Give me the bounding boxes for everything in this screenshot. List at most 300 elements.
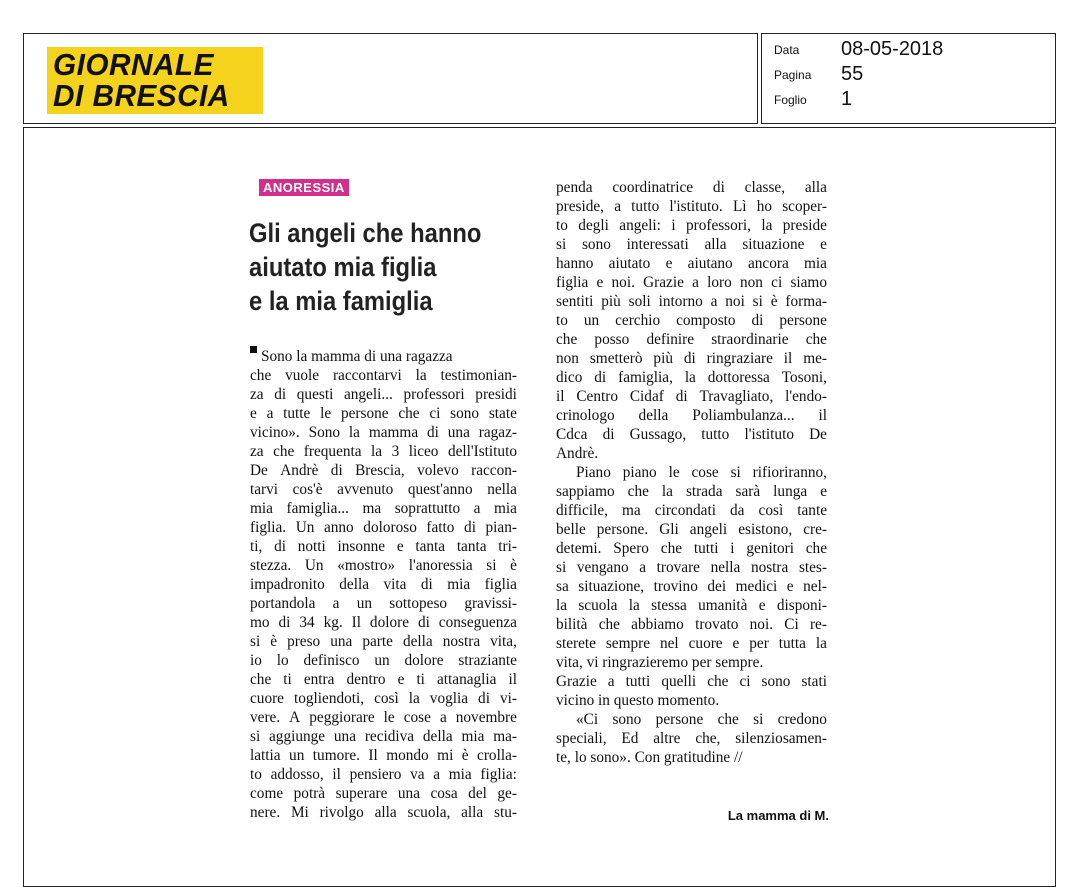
word: di — [330, 462, 343, 479]
word: della — [422, 728, 453, 745]
word: mia — [804, 255, 827, 272]
word: professori, — [685, 217, 751, 234]
word: e — [758, 597, 766, 614]
word: a — [266, 405, 274, 422]
word: a — [692, 274, 699, 291]
word: il — [783, 350, 793, 367]
word: è — [461, 747, 469, 764]
word: ragaz- — [478, 424, 517, 441]
word: sono — [761, 673, 791, 690]
text-line — [556, 615, 827, 634]
word: che — [805, 540, 827, 557]
text-line — [556, 235, 827, 254]
word: Spero — [613, 540, 649, 557]
word: e — [396, 538, 404, 555]
word: ti — [416, 671, 425, 688]
word: di — [478, 690, 490, 707]
word: lunga — [773, 483, 808, 500]
text-line — [250, 670, 517, 689]
word: Gussago, — [629, 426, 687, 443]
word: mia — [448, 766, 472, 783]
word: situazione, — [578, 578, 645, 595]
word: a — [433, 766, 441, 783]
word: pian- — [485, 519, 517, 536]
meta-value-sheet: 1 — [841, 88, 853, 110]
word: la — [815, 635, 827, 652]
text-line — [556, 501, 827, 520]
word: e — [596, 274, 604, 291]
word: un — [289, 747, 305, 764]
word: conseguenza — [438, 614, 517, 631]
word: straziante — [458, 652, 517, 669]
word: vengano — [576, 559, 629, 576]
text-line — [250, 575, 517, 594]
meta-value-page: 55 — [841, 63, 864, 85]
word: cosa — [430, 785, 458, 802]
word: sentiti — [556, 293, 594, 310]
word: più — [601, 293, 621, 310]
word: tutte — [283, 405, 311, 422]
text-line — [556, 330, 827, 349]
word: za — [250, 386, 264, 403]
word: raccontarvi — [332, 367, 402, 384]
word: Tosoni, — [781, 369, 827, 386]
word: nel — [659, 635, 679, 652]
text-line-content: vita, vi ringrazieremo per sempre. — [556, 654, 764, 671]
word: ci — [739, 673, 751, 690]
word: Cidaf — [629, 388, 664, 405]
word: quest'anno — [407, 481, 473, 498]
word: intorno — [658, 293, 703, 310]
text-line — [250, 727, 517, 746]
text-line — [250, 803, 517, 822]
word: Grazie — [556, 673, 597, 690]
word: che — [660, 540, 683, 557]
text-line — [250, 537, 517, 556]
text-line — [250, 651, 517, 670]
word: la — [628, 597, 640, 614]
word: nella — [487, 481, 517, 498]
word: trovino — [653, 578, 698, 595]
word: Il — [368, 747, 378, 764]
word: definire — [646, 331, 695, 348]
word: tri- — [498, 538, 517, 555]
word: professori — [403, 386, 465, 403]
word: Sono — [308, 424, 341, 441]
word: portandola — [250, 595, 316, 612]
text-line — [556, 539, 827, 558]
section-tag: ANORESSIA — [259, 179, 349, 196]
word: aggiunge — [269, 728, 326, 745]
word: soli — [628, 293, 651, 310]
word: si — [250, 633, 261, 650]
word: composto — [676, 312, 736, 329]
text-line — [250, 480, 517, 499]
word: state — [488, 405, 517, 422]
word: tutto — [701, 426, 730, 443]
word: tutta — [778, 635, 806, 652]
word: cos'è — [292, 481, 323, 498]
text-line — [250, 461, 517, 480]
word: quelli — [661, 673, 697, 690]
text-line — [556, 558, 827, 577]
word: crolla- — [477, 747, 517, 764]
word: belle — [556, 521, 586, 538]
word: mamma — [368, 424, 419, 441]
meta-label-sheet: Foglio — [774, 93, 807, 107]
word: to — [250, 766, 262, 783]
text-line — [250, 518, 517, 537]
word: preside, — [556, 198, 604, 215]
word: detemi. — [556, 540, 602, 557]
word: e — [665, 255, 673, 272]
word: Mi — [290, 804, 309, 821]
word: esistono, — [738, 521, 793, 538]
word: sempre — [605, 635, 651, 652]
word: i — [671, 217, 676, 234]
word: alla — [804, 179, 827, 196]
word: to — [556, 217, 568, 234]
word: a — [614, 198, 621, 215]
text-line — [250, 499, 517, 518]
word: entra — [303, 671, 335, 688]
word: A — [289, 709, 301, 726]
word: la — [684, 369, 696, 386]
text-line-content: Andrè. — [556, 445, 599, 462]
word: Ed — [621, 730, 639, 747]
word: voglia — [429, 690, 469, 707]
word: rivolgo — [319, 804, 364, 821]
word: figlia. — [250, 519, 287, 536]
word: questi — [296, 386, 334, 403]
word: scuola — [578, 597, 618, 614]
word: noi. — [749, 616, 774, 633]
word: silenziosamen- — [735, 730, 827, 747]
text-line — [556, 691, 827, 710]
word: Brescia, — [355, 462, 405, 479]
word: Il — [351, 614, 361, 631]
word: testimonian- — [440, 367, 517, 384]
text-line — [556, 653, 827, 672]
word: volevo — [417, 462, 459, 479]
word: sono — [581, 236, 611, 253]
word: di — [278, 614, 291, 631]
word: sappiamo — [556, 483, 615, 500]
word: mia — [461, 728, 485, 745]
text-line — [250, 746, 517, 765]
word: posso — [594, 331, 630, 348]
word: dei — [707, 578, 727, 595]
word: notti — [297, 538, 326, 555]
word: si — [753, 711, 764, 728]
word: le — [320, 405, 332, 422]
word: le — [383, 709, 395, 726]
word: a — [639, 559, 647, 576]
word: tutti — [625, 673, 651, 690]
word: re- — [809, 616, 827, 633]
word: mia — [447, 576, 471, 593]
text-line — [250, 404, 517, 423]
meta-value-date: 08-05-2018 — [841, 38, 944, 60]
text-line — [556, 596, 827, 615]
word: e — [732, 635, 740, 652]
word: nel- — [803, 578, 827, 595]
word: e — [820, 483, 827, 500]
text-line — [556, 425, 827, 444]
word: di — [427, 424, 439, 441]
word: Ci — [784, 616, 799, 633]
word: i — [730, 540, 735, 557]
meta-label-page: Pagina — [774, 68, 812, 82]
word: fatto — [426, 519, 455, 536]
word: ci — [429, 405, 441, 422]
text-line — [556, 197, 827, 216]
word: cose — [403, 709, 431, 726]
word: Un — [304, 557, 324, 574]
word: Piano — [576, 464, 611, 481]
word: la — [761, 217, 773, 234]
word: nella — [710, 559, 741, 576]
word: situazione — [742, 236, 805, 253]
word: cerchio — [615, 312, 661, 329]
word: dico — [556, 369, 583, 386]
word: nere. — [250, 804, 281, 821]
word: da — [730, 502, 745, 519]
word: Un — [295, 519, 315, 536]
word: speciali, — [556, 730, 607, 747]
word: lattia — [250, 747, 281, 764]
word: della — [339, 576, 369, 593]
word: Andrè — [280, 462, 319, 479]
word: addosso, — [270, 766, 324, 783]
word: si — [752, 293, 763, 310]
word: una — [330, 633, 353, 650]
word: preside — [782, 217, 827, 234]
word: sono — [612, 711, 642, 728]
word: che — [250, 671, 272, 688]
word: alla — [374, 804, 397, 821]
word: disponi- — [776, 597, 827, 614]
word: che — [556, 331, 578, 348]
word: kg. — [323, 614, 343, 631]
word: raccon- — [471, 462, 517, 479]
word: tumore. — [312, 747, 360, 764]
word: cuore — [688, 635, 723, 652]
word: figlia — [484, 576, 517, 593]
word: stes- — [798, 559, 827, 576]
word: una — [397, 785, 420, 802]
word: piano — [622, 464, 657, 481]
word: che — [398, 405, 420, 422]
word: di — [712, 179, 725, 196]
word: è — [510, 557, 517, 574]
word: ancora — [747, 255, 789, 272]
word: Gli — [659, 521, 679, 538]
word: mondo — [386, 747, 429, 764]
text-line — [250, 689, 517, 708]
text-line — [556, 368, 827, 387]
word: credono — [777, 711, 827, 728]
word: va — [410, 766, 425, 783]
word: famiglia... — [286, 500, 349, 517]
word: peggiorare — [309, 709, 375, 726]
word: il — [818, 407, 827, 424]
word: la — [408, 690, 420, 707]
word: De — [250, 462, 268, 479]
word: una — [447, 424, 470, 441]
text-line — [556, 216, 827, 235]
word: si — [730, 464, 741, 481]
word: è — [270, 633, 278, 650]
word: crinologo — [556, 407, 615, 424]
text-line — [250, 765, 517, 784]
word: rifioriranno, — [752, 464, 827, 481]
text-line — [250, 366, 517, 385]
word: impadronito — [250, 576, 325, 593]
word: di — [464, 519, 476, 536]
word: la — [348, 424, 360, 441]
word: smetterò — [589, 350, 643, 367]
text-line — [556, 463, 827, 482]
word: trovare — [656, 559, 700, 576]
word: persone. — [596, 521, 649, 538]
word: novembre — [455, 709, 517, 726]
word: il — [332, 766, 341, 783]
word: vuole — [285, 367, 320, 384]
word: e — [820, 236, 827, 253]
word: De — [809, 426, 827, 443]
word: stati — [801, 673, 827, 690]
word: il — [508, 671, 517, 688]
word: umanità — [698, 597, 748, 614]
word: parte — [362, 633, 393, 650]
word: a — [439, 709, 447, 726]
word: l'endo- — [785, 388, 827, 405]
word: potrà — [293, 785, 326, 802]
word: classe, — [744, 179, 786, 196]
word: le — [668, 464, 680, 481]
word: angeli — [689, 521, 728, 538]
word: ma — [362, 500, 382, 517]
word: dell'Istituto — [447, 443, 517, 460]
word: interessati — [626, 236, 689, 253]
word: una — [333, 728, 356, 745]
word: avvenuto — [337, 481, 394, 498]
word: forma- — [785, 293, 827, 310]
word: «Ci — [576, 711, 599, 728]
word: penda — [556, 179, 593, 196]
word: sterete — [556, 635, 596, 652]
word: l'istituto — [744, 426, 794, 443]
word: figlia — [556, 274, 589, 291]
text-line — [556, 729, 827, 748]
word: Cdca — [556, 426, 588, 443]
text-line — [250, 613, 517, 632]
word: vere. — [250, 709, 281, 726]
word: abbiamo — [631, 616, 684, 633]
word: hanno — [556, 255, 594, 272]
word: superare — [335, 785, 388, 802]
word: vita, — [490, 633, 517, 650]
word: anno — [323, 519, 354, 536]
word: di — [751, 312, 764, 329]
text-line — [250, 594, 517, 613]
word: e — [786, 578, 794, 595]
word: di — [675, 388, 688, 405]
word: dentro — [346, 671, 386, 688]
text-line — [556, 254, 827, 273]
word: per — [749, 635, 769, 652]
word: più — [653, 350, 673, 367]
word: l'anoressia — [408, 557, 473, 574]
word: l'istituto. — [669, 198, 723, 215]
word: che, — [695, 730, 721, 747]
text-line — [250, 423, 517, 442]
word: dottoressa — [707, 369, 770, 386]
word: lo — [276, 652, 289, 669]
text-line — [556, 634, 827, 653]
word: circondati — [654, 502, 716, 519]
newspaper-logo — [47, 47, 263, 114]
word: cuore — [250, 690, 284, 707]
word: ti, — [250, 538, 263, 555]
word: di — [417, 614, 430, 631]
word: di — [683, 350, 696, 367]
word: non — [740, 274, 763, 291]
word: che — [805, 331, 827, 348]
text-line — [556, 444, 827, 463]
word: stessa — [651, 597, 687, 614]
word: preso — [287, 633, 321, 650]
word: nostra — [750, 559, 789, 576]
word: liceo — [408, 443, 439, 460]
word: io — [250, 652, 262, 669]
article-box — [23, 127, 1056, 887]
word: aiutato — [608, 255, 651, 272]
text-line — [556, 710, 827, 729]
word: si — [486, 557, 497, 574]
word: definisco — [303, 652, 360, 669]
word: Grazie — [643, 274, 684, 291]
word: straordinarie — [711, 331, 789, 348]
article-headline — [249, 216, 504, 318]
word: sottopeso — [389, 595, 448, 612]
bullet-icon — [250, 346, 257, 353]
text-line — [556, 577, 827, 596]
text-line — [250, 632, 517, 651]
word: za — [250, 443, 264, 460]
word: siamo — [790, 274, 827, 291]
word: nostra — [442, 633, 481, 650]
text-line — [250, 385, 517, 404]
word: Centro — [576, 388, 618, 405]
word: la — [661, 483, 673, 500]
word: noi. — [611, 274, 635, 291]
word: doloroso — [363, 519, 417, 536]
logo-line-1: GIORNALE — [53, 47, 214, 82]
word: tutto — [631, 198, 660, 215]
text-line — [250, 442, 517, 461]
word: che — [598, 616, 620, 633]
word: togliendoti, — [293, 690, 365, 707]
word: loro — [707, 274, 732, 291]
word: medici — [735, 578, 778, 595]
headline-line: Gli angeli che hanno — [249, 218, 482, 248]
word: un — [583, 312, 600, 329]
word: si — [556, 559, 567, 576]
text-line — [250, 784, 517, 803]
word: di — [274, 386, 287, 403]
